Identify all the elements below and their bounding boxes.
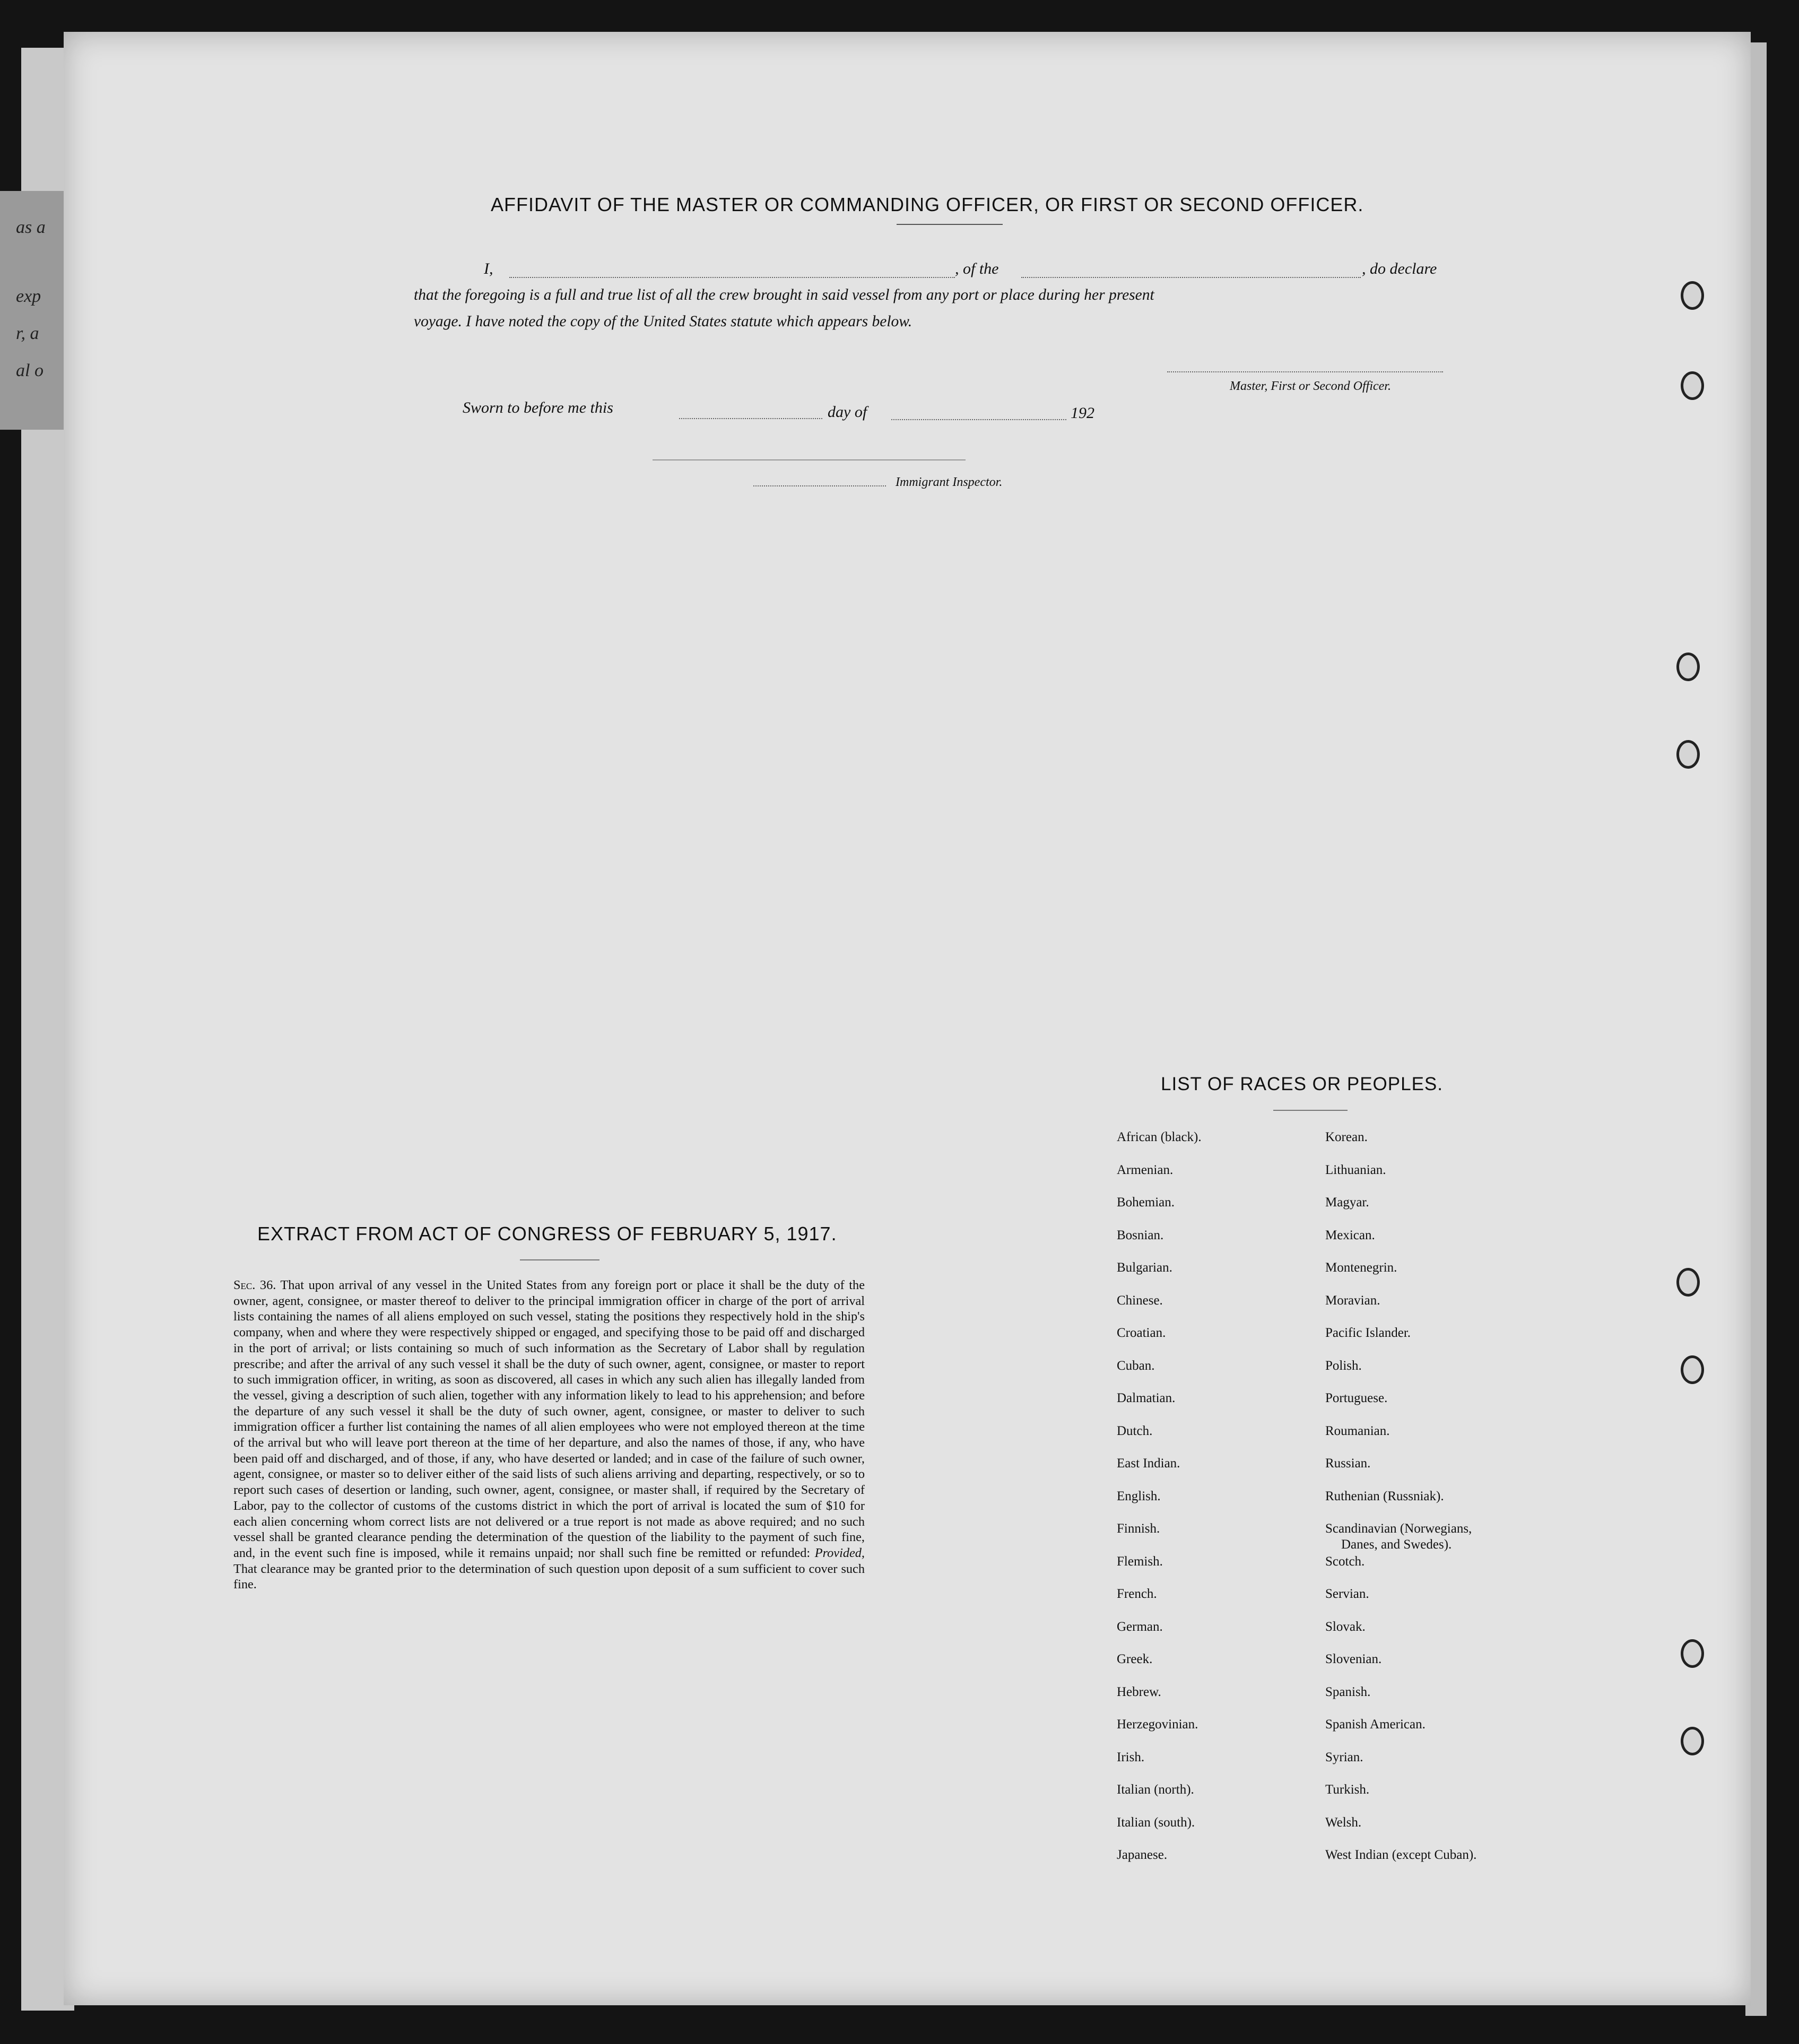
race-item: Bosnian. bbox=[1117, 1228, 1164, 1242]
race-item: German. bbox=[1117, 1619, 1163, 1634]
race-item: Flemish. bbox=[1117, 1554, 1163, 1569]
title-rule bbox=[897, 224, 1003, 225]
race-item: West Indian (except Cuban). bbox=[1325, 1848, 1477, 1862]
extract-rule bbox=[520, 1259, 599, 1260]
race-item: English. bbox=[1117, 1489, 1161, 1503]
race-item: East Indian. bbox=[1117, 1456, 1180, 1471]
race-item: Roumanian. bbox=[1325, 1423, 1390, 1438]
affidavit-text-line: voyage. I have noted the copy of the United States statute which appears below. bbox=[414, 313, 912, 330]
month-blank bbox=[891, 419, 1066, 420]
day-of-text: day of bbox=[828, 403, 867, 421]
race-item: Greek. bbox=[1117, 1652, 1153, 1666]
race-item: Russian. bbox=[1325, 1456, 1371, 1471]
punch-hole-icon bbox=[1681, 1727, 1704, 1755]
margin-fragment: as a bbox=[16, 218, 46, 237]
extract-title: EXTRACT FROM ACT OF CONGRESS OF FEBRUARY 5, 1917. bbox=[257, 1223, 837, 1245]
statute-text bbox=[233, 1277, 865, 1593]
races-rule bbox=[1273, 1110, 1348, 1111]
inspector-caption: Immigrant Inspector. bbox=[896, 475, 1003, 489]
punch-hole-icon bbox=[1681, 281, 1704, 310]
master-name-blank bbox=[509, 277, 955, 278]
race-item: Irish. bbox=[1117, 1750, 1145, 1764]
race-item: Japanese. bbox=[1117, 1848, 1168, 1862]
race-item: Danes, and Swedes). bbox=[1341, 1537, 1452, 1552]
inspector-rule bbox=[653, 459, 966, 460]
race-item: Syrian. bbox=[1325, 1750, 1363, 1764]
affidavit-declare: , do declare bbox=[1362, 260, 1437, 277]
race-item: Armenian. bbox=[1117, 1162, 1174, 1177]
signature-caption: Master, First or Second Officer. bbox=[1230, 379, 1391, 393]
race-item: Chinese. bbox=[1117, 1293, 1163, 1308]
race-item: Italian (north). bbox=[1117, 1782, 1194, 1797]
margin-fragment: exp bbox=[16, 286, 41, 306]
section-number: Sec. 36. bbox=[233, 1278, 276, 1292]
affidavit-i: I, bbox=[484, 260, 493, 277]
punch-hole-icon bbox=[1681, 1639, 1704, 1668]
race-item: Portuguese. bbox=[1325, 1391, 1388, 1405]
race-item: Slovak. bbox=[1325, 1619, 1366, 1634]
race-item: Finnish. bbox=[1117, 1521, 1160, 1536]
statute-proviso: That clearance may be granted prior to the determination of such question upon deposit of a sum sufficient to cover such fine. bbox=[233, 1561, 865, 1592]
race-item: Korean. bbox=[1325, 1130, 1368, 1144]
race-item: Mexican. bbox=[1325, 1228, 1375, 1242]
race-item: Lithuanian. bbox=[1325, 1162, 1386, 1177]
race-item: Moravian. bbox=[1325, 1293, 1380, 1308]
race-item: Hebrew. bbox=[1117, 1684, 1161, 1699]
affidavit-title: AFFIDAVIT OF THE MASTER OR COMMANDING OFFICER, OR FIRST OR SECOND OFFICER. bbox=[491, 194, 1364, 215]
race-item: Slovenian. bbox=[1325, 1652, 1382, 1666]
race-item: Ruthenian (Russniak). bbox=[1325, 1489, 1444, 1503]
race-item: Spanish. bbox=[1325, 1684, 1371, 1699]
sworn-text: Sworn to before me this bbox=[463, 399, 613, 416]
year-text: 192 bbox=[1071, 404, 1094, 422]
race-item: Herzegovinian. bbox=[1117, 1717, 1198, 1732]
race-item: Turkish. bbox=[1325, 1782, 1370, 1797]
race-item: Croatian. bbox=[1117, 1326, 1166, 1340]
inspector-blank bbox=[753, 485, 886, 486]
race-item: African (black). bbox=[1117, 1130, 1202, 1144]
day-blank bbox=[679, 418, 822, 419]
race-item: Scotch. bbox=[1325, 1554, 1365, 1569]
race-item: Italian (south). bbox=[1117, 1815, 1195, 1830]
race-item: Spanish American. bbox=[1325, 1717, 1426, 1732]
race-item: Scandinavian (Norwegians, bbox=[1325, 1521, 1472, 1536]
race-item: Dalmatian. bbox=[1117, 1391, 1176, 1405]
punch-hole-icon bbox=[1681, 371, 1704, 400]
punch-hole-icon bbox=[1676, 1268, 1700, 1297]
race-item: French. bbox=[1117, 1587, 1157, 1601]
vessel-name-blank bbox=[1021, 277, 1361, 278]
margin-fragment: r, a bbox=[16, 324, 39, 343]
punch-hole-icon bbox=[1676, 653, 1700, 681]
margin-fragment: al o bbox=[16, 361, 44, 380]
underlying-page-fragment bbox=[0, 191, 74, 430]
punch-hole-icon bbox=[1676, 740, 1700, 769]
provided-word: Provided, bbox=[814, 1545, 865, 1560]
race-item: Dutch. bbox=[1117, 1423, 1153, 1438]
race-item: Servian. bbox=[1325, 1587, 1369, 1601]
affidavit-of-the: , of the bbox=[955, 260, 999, 277]
race-item: Cuban. bbox=[1117, 1358, 1155, 1373]
affidavit-text-line: that the foregoing is a full and true list of all the crew brought in said vessel from any port or place during her present bbox=[414, 286, 1154, 303]
signature-blank bbox=[1167, 371, 1443, 372]
race-item: Magyar. bbox=[1325, 1195, 1369, 1210]
punch-hole-icon bbox=[1681, 1355, 1704, 1384]
race-item: Welsh. bbox=[1325, 1815, 1362, 1830]
race-item: Pacific Islander. bbox=[1325, 1326, 1411, 1340]
race-item: Bulgarian. bbox=[1117, 1260, 1172, 1275]
races-title: LIST OF RACES OR PEOPLES. bbox=[1161, 1074, 1444, 1094]
race-item: Montenegrin. bbox=[1325, 1260, 1397, 1275]
race-item: Polish. bbox=[1325, 1358, 1362, 1373]
statute-body: That upon arrival of any vessel in the United States from any foreign port or place it shall be the duty of the owner, agent, consignee, or master thereof to deliver to the principal immigration officer in charge of the port of arrival lists containing the names of all aliens employed on such vessel, stating the positions they respectively hold in the ship's company, when and where they were respectively shipped or engaged, and specifying those to be paid off and discharged in the port of arrival; or lists containing so much of such information as the Secretary of Labor shall by regulation prescribe; and after the arrival of any such vessel it shall be the duty of such owner, agent, consignee, or master to report to such immigration officer, in writing, as soon as discovered, all cases in which any such alien has illegally landed from the vessel, giving a description of such alien, together with any information likely to lead to his apprehension; and before the departure of any such vessel it shall be the duty of such owner, agent, consignee, or master to deliver to such immigration officer a further list containing the names of all alien employees who were not employed thereon at the time of the arrival but who will leave port thereon at the time of her departure, and also the names of those, if any, who have been paid off and discharged, and of those, if any, who have deserted or landed; and in case of the failure of such owner, agent, consignee, or master so to deliver either of the said lists of such aliens arriving and departing, respectively, or so to report such cases of desertion or landing, such owner, agent, consignee, or master shall, if required by the Secretary of Labor, pay to the collector of customs of the customs district in which the port of arrival is located the sum of $10 for each alien concerning whom correct lists are not delivered or a true report is not made as above required; and no such vessel shall be granted clearance pending the determination of the question of the liability to the payment of such fine, and, in the event such fine is imposed, while it remains unpaid; nor shall such fine be remitted or refunded: bbox=[233, 1278, 865, 1560]
race-item: Bohemian. bbox=[1117, 1195, 1175, 1210]
